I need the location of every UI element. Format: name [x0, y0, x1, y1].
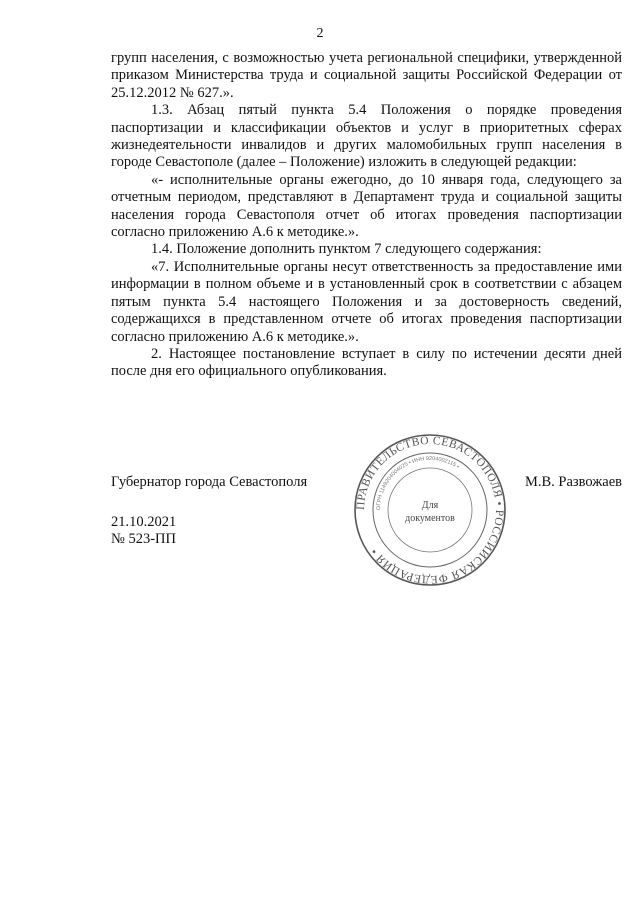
signatory-name: М.В. Развожаев [524, 474, 622, 490]
paragraph-1-3: 1.3. Абзац пятый пункта 5.4 Положения о порядке проведения паспортизации и классификации объектов и услуг в приоритетных сферах жизнедеятельности инвалидов и других маломобильных групп населения в городе Севастополе (далее – Положение) изложить в следующей редакции: [111, 102, 622, 171]
paragraph-2: 2. Настоящее постановление вступает в силу по истечении десяти дней после дня его официального опубликования. [111, 345, 622, 380]
paragraph-1-4-quote: «7. Исполнительные органы несут ответственность за предоставление ими информации в полном объеме и в установленный срок в соответствии с абзацем пятым пункта 5.4 настоящего Положения и за достоверность сведений, содержащихся в представленном отчете об итогах проведения паспортизации согласно приложению А.6 к методике.». [111, 258, 622, 345]
seal-inner-text: ОГРН 1149204004025 • ИНН 9204002115 • [375, 455, 461, 511]
paragraph-1-3-quote: «- исполнительные органы ежегодно, до 10 января года, следующего за отчетным периодом, представляют в Департамент труда и социальной защиты населения города Севастополя отчет об итогах проведения паспортизации согласно приложению А.6 к методике.». [111, 171, 622, 241]
document-body [111, 50, 622, 381]
signatory-title: Губернатор города Севастополя [111, 474, 308, 490]
document-date: 21.10.2021 [111, 514, 177, 530]
paragraph-continuation: групп населения, с возможностью учета региональной специфики, утвержденной приказом Министерства труда и социальной защиты Российской Федерации от 25.12.2012 № 627.». [111, 50, 622, 101]
page-number: 2 [316, 26, 324, 41]
seal-center-line-2: документов [405, 513, 455, 524]
official-seal [352, 432, 508, 588]
seal-outer-text: ПРАВИТЕЛЬСТВО СЕВАСТОПОЛЯ • РОССИЙСКАЯ ФЕДЕРАЦИЯ • [354, 434, 506, 586]
seal-center-line-1: Для [421, 500, 439, 511]
document-number: № 523-ПП [111, 531, 176, 547]
paragraph-1-4: 1.4. Положение дополнить пунктом 7 следующего содержания: [151, 241, 542, 258]
